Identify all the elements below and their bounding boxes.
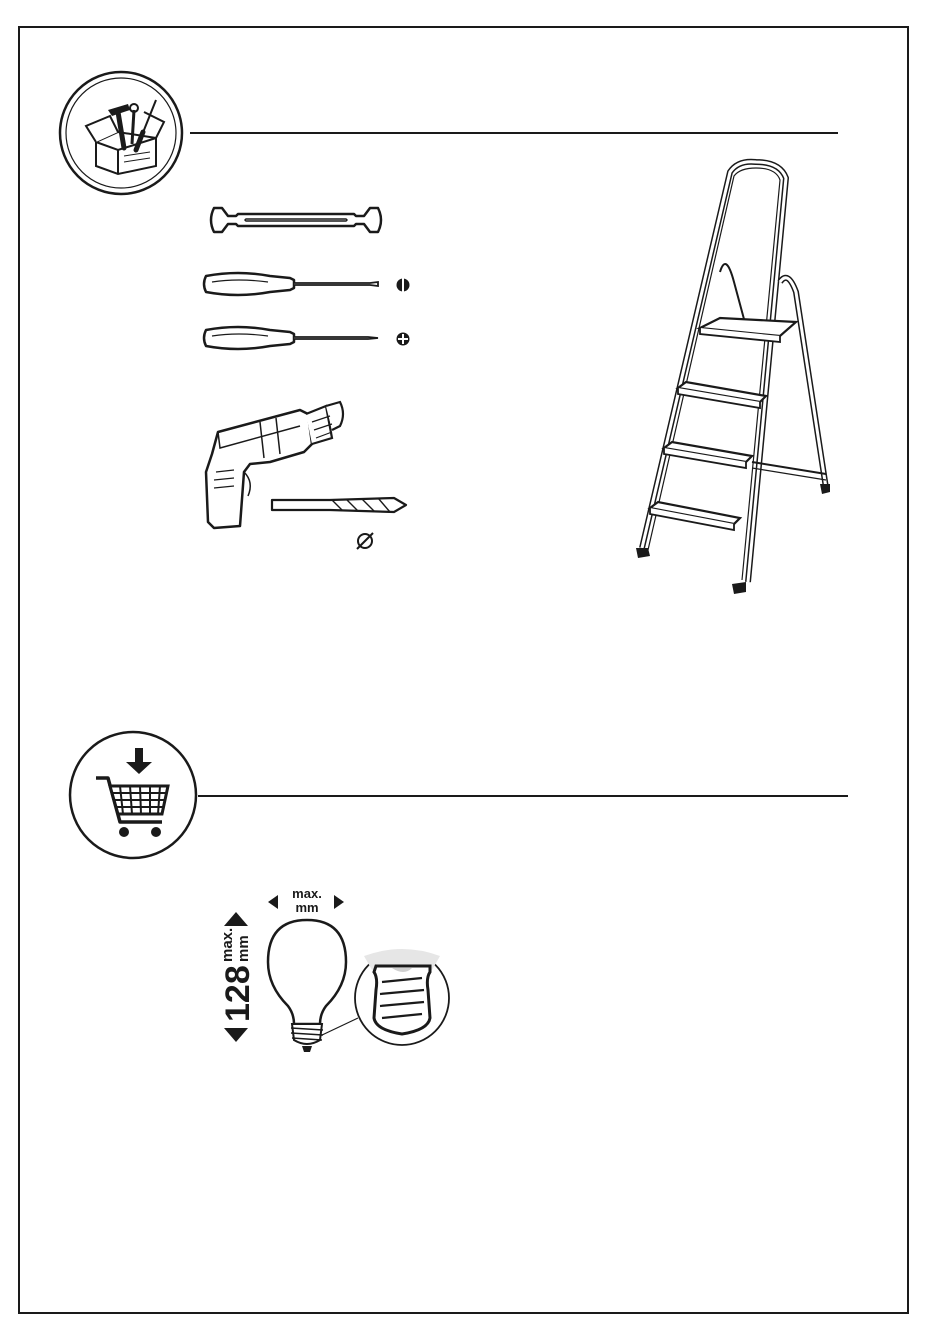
phillips-screwdriver-icon — [198, 320, 388, 356]
diameter-symbol-icon — [354, 530, 376, 552]
shopping-cart-icon — [68, 730, 200, 862]
bulb-width-unit-label: mm — [295, 900, 319, 915]
bulb-height-unit-label: mm — [235, 935, 252, 962]
toolbox-icon — [58, 70, 190, 202]
bulb-height-dimension — [218, 912, 257, 1042]
arrow-down-icon — [224, 1028, 248, 1042]
purchase-section — [0, 700, 950, 1100]
drill-bit-icon — [270, 494, 410, 516]
arrow-left-icon — [268, 895, 278, 909]
purchase-header-rule — [198, 795, 848, 797]
tools-header-rule — [190, 132, 838, 134]
flathead-tip-icon — [395, 277, 411, 293]
step-ladder-icon — [630, 152, 842, 598]
flathead-screwdriver-icon — [198, 266, 388, 302]
bulb-height-max-label: max. — [219, 927, 236, 962]
tools-section — [0, 0, 950, 640]
bulb-socket-detail-icon — [352, 948, 452, 1048]
bulb-height-value: 128 — [219, 965, 257, 1022]
arrow-right-icon — [334, 895, 344, 909]
phillips-tip-icon — [395, 331, 411, 347]
open-end-wrench-icon — [206, 200, 386, 244]
bulb-width-dimension — [262, 886, 352, 916]
arrow-up-icon — [224, 912, 248, 926]
bulb-width-max-label: max. — [292, 886, 322, 901]
